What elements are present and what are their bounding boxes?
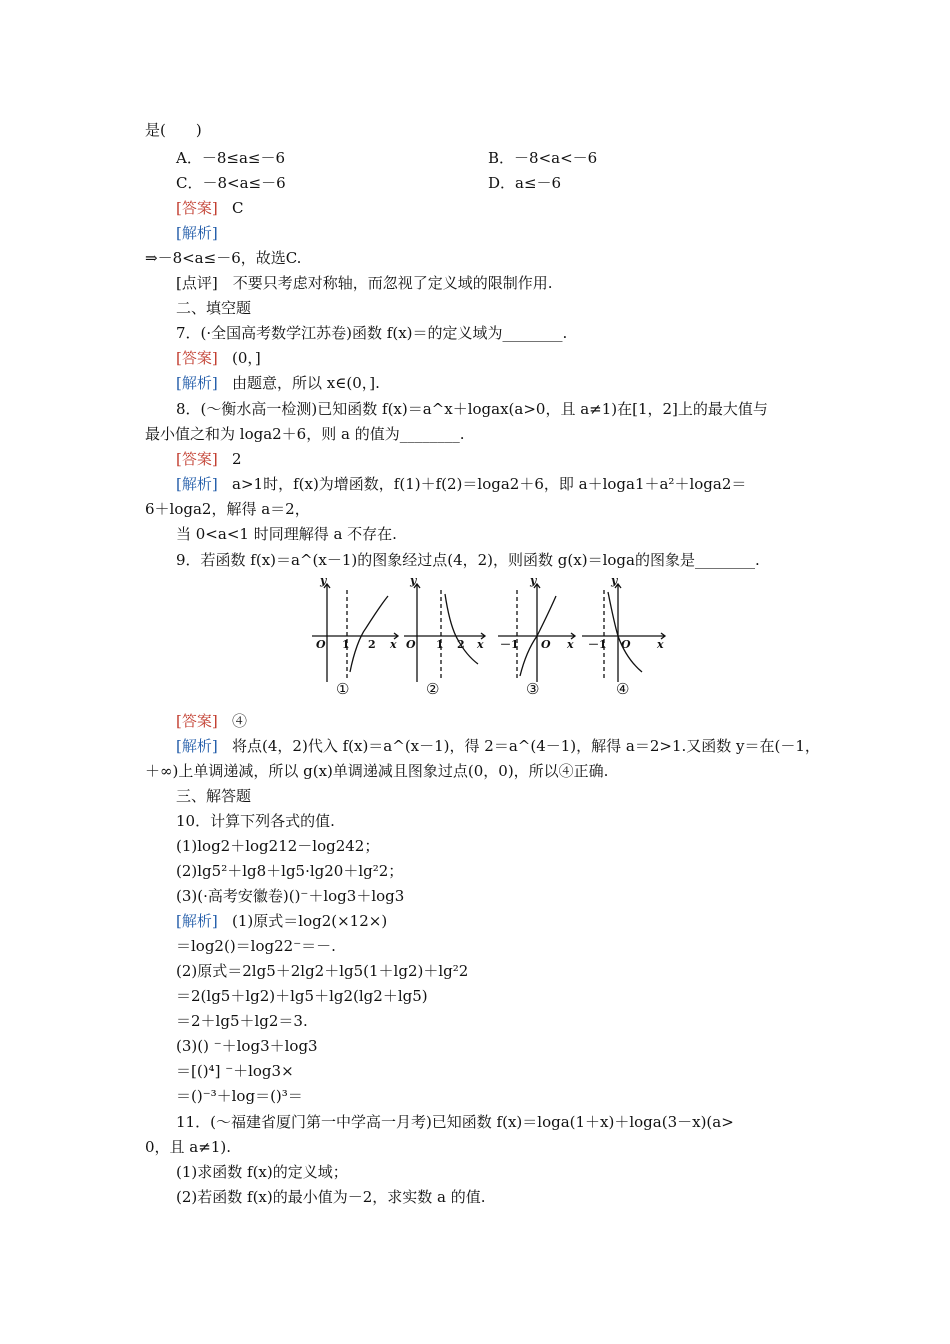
analysis-label: [解析] — [176, 475, 218, 493]
answer-label: [答案] — [176, 712, 218, 730]
tick-label: －1 — [588, 638, 607, 651]
analysis-text: 将点(4，2)代入 f(x)＝a^(x－1)，得 2＝a^(4－1)，解得 a＝2>1.又函数 y＝在(－1， — [232, 737, 820, 755]
q10-part1: (1)log2＋log212－log242； — [176, 837, 380, 855]
analysis-text: a>1时，f(x)为增函数，f(1)＋f(2)＝loga2＋6，即 a＋loga1＋a²＋loga2＝ — [232, 475, 747, 493]
tick-label: 2 — [457, 638, 465, 651]
q7-answer-row — [176, 349, 261, 367]
axis-label-y: y — [530, 574, 537, 587]
axis-label-x: x — [567, 638, 574, 651]
analysis-label: [解析] — [176, 737, 218, 755]
q8-stem-line2: 最小值之和为 loga2＋6，则 a 的值为________. — [145, 425, 465, 443]
answer-label: [答案] — [176, 199, 218, 217]
q10-part3: (3)(·高考安徽卷)()⁻＋log3＋log3 — [176, 887, 405, 905]
option-b: B．－8<a<－6 — [488, 149, 598, 167]
axis-label-x: x — [390, 638, 397, 651]
q10-step: ＝2(lg5＋lg2)＋lg5＋lg2(lg2＋lg5) — [176, 987, 428, 1005]
origin-label: O — [541, 638, 551, 651]
q9-graph-svg — [300, 572, 680, 702]
origin-label: O — [406, 638, 416, 651]
answer-value: (0，] — [232, 349, 261, 367]
q8-analysis-line2: 6＋loga2，解得 a＝2， — [145, 500, 310, 518]
axis-label-y: y — [410, 574, 417, 587]
q6-analysis-text: ⇒－8<a≤－6，故选C. — [145, 249, 302, 267]
tick-label: －1 — [500, 638, 519, 651]
analysis-label: [解析] — [176, 912, 218, 930]
section-heading-solve: 三、解答题 — [176, 787, 252, 805]
panel-label-2: ② — [426, 680, 440, 698]
q11-part1: (1)求函数 f(x)的定义域； — [176, 1163, 348, 1181]
tick-label: 1 — [436, 638, 444, 651]
q10-part2: (2)lg5²＋lg8＋lg5·lg20＋lg²2； — [176, 862, 404, 880]
origin-label: O — [621, 638, 631, 651]
q7-analysis-row — [176, 374, 380, 392]
axis-label-y: y — [320, 574, 327, 587]
q9-answer-row — [176, 712, 247, 730]
q7-stem: 7．(·全国高考数学江苏卷)函数 f(x)＝的定义域为________. — [176, 324, 568, 342]
q11-stem-line2: 0，且 a≠1). — [145, 1138, 231, 1156]
answer-value: ④ — [232, 712, 248, 730]
q10-step: ＝2＋lg5＋lg2＝3. — [176, 1012, 308, 1030]
answer-value: 2 — [232, 450, 242, 468]
analysis-label: [解析] — [176, 224, 218, 242]
curve-4 — [608, 592, 642, 672]
q6-answer-row — [176, 199, 244, 217]
analysis-text: (1)原式＝log2(×12×) — [232, 912, 388, 930]
q8-answer-row — [176, 450, 242, 468]
axis-label-x: x — [657, 638, 664, 651]
answer-label: [答案] — [176, 349, 218, 367]
q10-step: ＝[()⁴] ⁻＋log3× — [176, 1062, 294, 1080]
option-a: A．－8≤a≤－6 — [176, 149, 285, 167]
axis-label-y: y — [611, 574, 618, 587]
tick-label: 2 — [368, 638, 376, 651]
answer-value: C — [232, 199, 244, 217]
q6-comment: [点评] 不要只考虑对称轴，而忽视了定义域的限制作用. — [176, 274, 553, 292]
axis-label-x: x — [477, 638, 484, 651]
q9-stem: 9．若函数 f(x)＝a^(x－1)的图象经过点(4，2)，则函数 g(x)＝loga的图象是________. — [176, 551, 760, 569]
q10-step: ＝log2()＝log22⁻＝－. — [176, 937, 336, 955]
q9-graph-figure — [300, 572, 680, 702]
analysis-text: 由题意，所以 x∈(0，]. — [232, 374, 380, 392]
q9-analysis-row — [176, 737, 820, 755]
tick-label: 1 — [342, 638, 350, 651]
option-d: D．a≤－6 — [488, 174, 562, 192]
q8-analysis-row — [176, 475, 746, 493]
q8-analysis-line3: 当 0<a<1 时同理解得 a 不存在. — [176, 525, 397, 543]
q10-analysis-row — [176, 912, 387, 930]
q10-step: ＝()⁻³＋log＝()³＝ — [176, 1087, 303, 1105]
panel-label-1: ① — [336, 680, 350, 698]
q10-stem: 10．计算下列各式的值. — [176, 812, 335, 830]
panel-label-3: ③ — [526, 680, 540, 698]
q10-step: (2)原式＝2lg5＋2lg2＋lg5(1＋lg2)＋lg²2 — [176, 962, 469, 980]
q8-stem-line1: 8．(～衡水高一检测)已知函数 f(x)＝a^x＋logax(a>0，且 a≠1)在[1，2]上的最大值与 — [176, 400, 768, 418]
curve-1 — [350, 596, 388, 672]
curve-2 — [445, 594, 478, 664]
q6-stem-tail: 是( ) — [145, 121, 202, 139]
panel-label-4: ④ — [616, 680, 630, 698]
q10-step: (3)() ⁻＋log3＋log3 — [176, 1037, 318, 1055]
option-c: C．－8<a≤－6 — [176, 174, 286, 192]
section-heading-fill-in: 二、填空题 — [176, 299, 252, 317]
q11-part2: (2)若函数 f(x)的最小值为－2，求实数 a 的值. — [176, 1188, 486, 1206]
q11-stem-line1: 11．(～福建省厦门第一中学高一月考)已知函数 f(x)＝loga(1＋x)＋loga(3－x)(a> — [176, 1113, 734, 1131]
origin-label: O — [316, 638, 326, 651]
answer-label: [答案] — [176, 450, 218, 468]
analysis-label: [解析] — [176, 374, 218, 392]
q9-analysis-line2: ＋∞)上单调递减，所以 g(x)单调递减且图象过点(0，0)，所以④正确. — [145, 762, 609, 780]
